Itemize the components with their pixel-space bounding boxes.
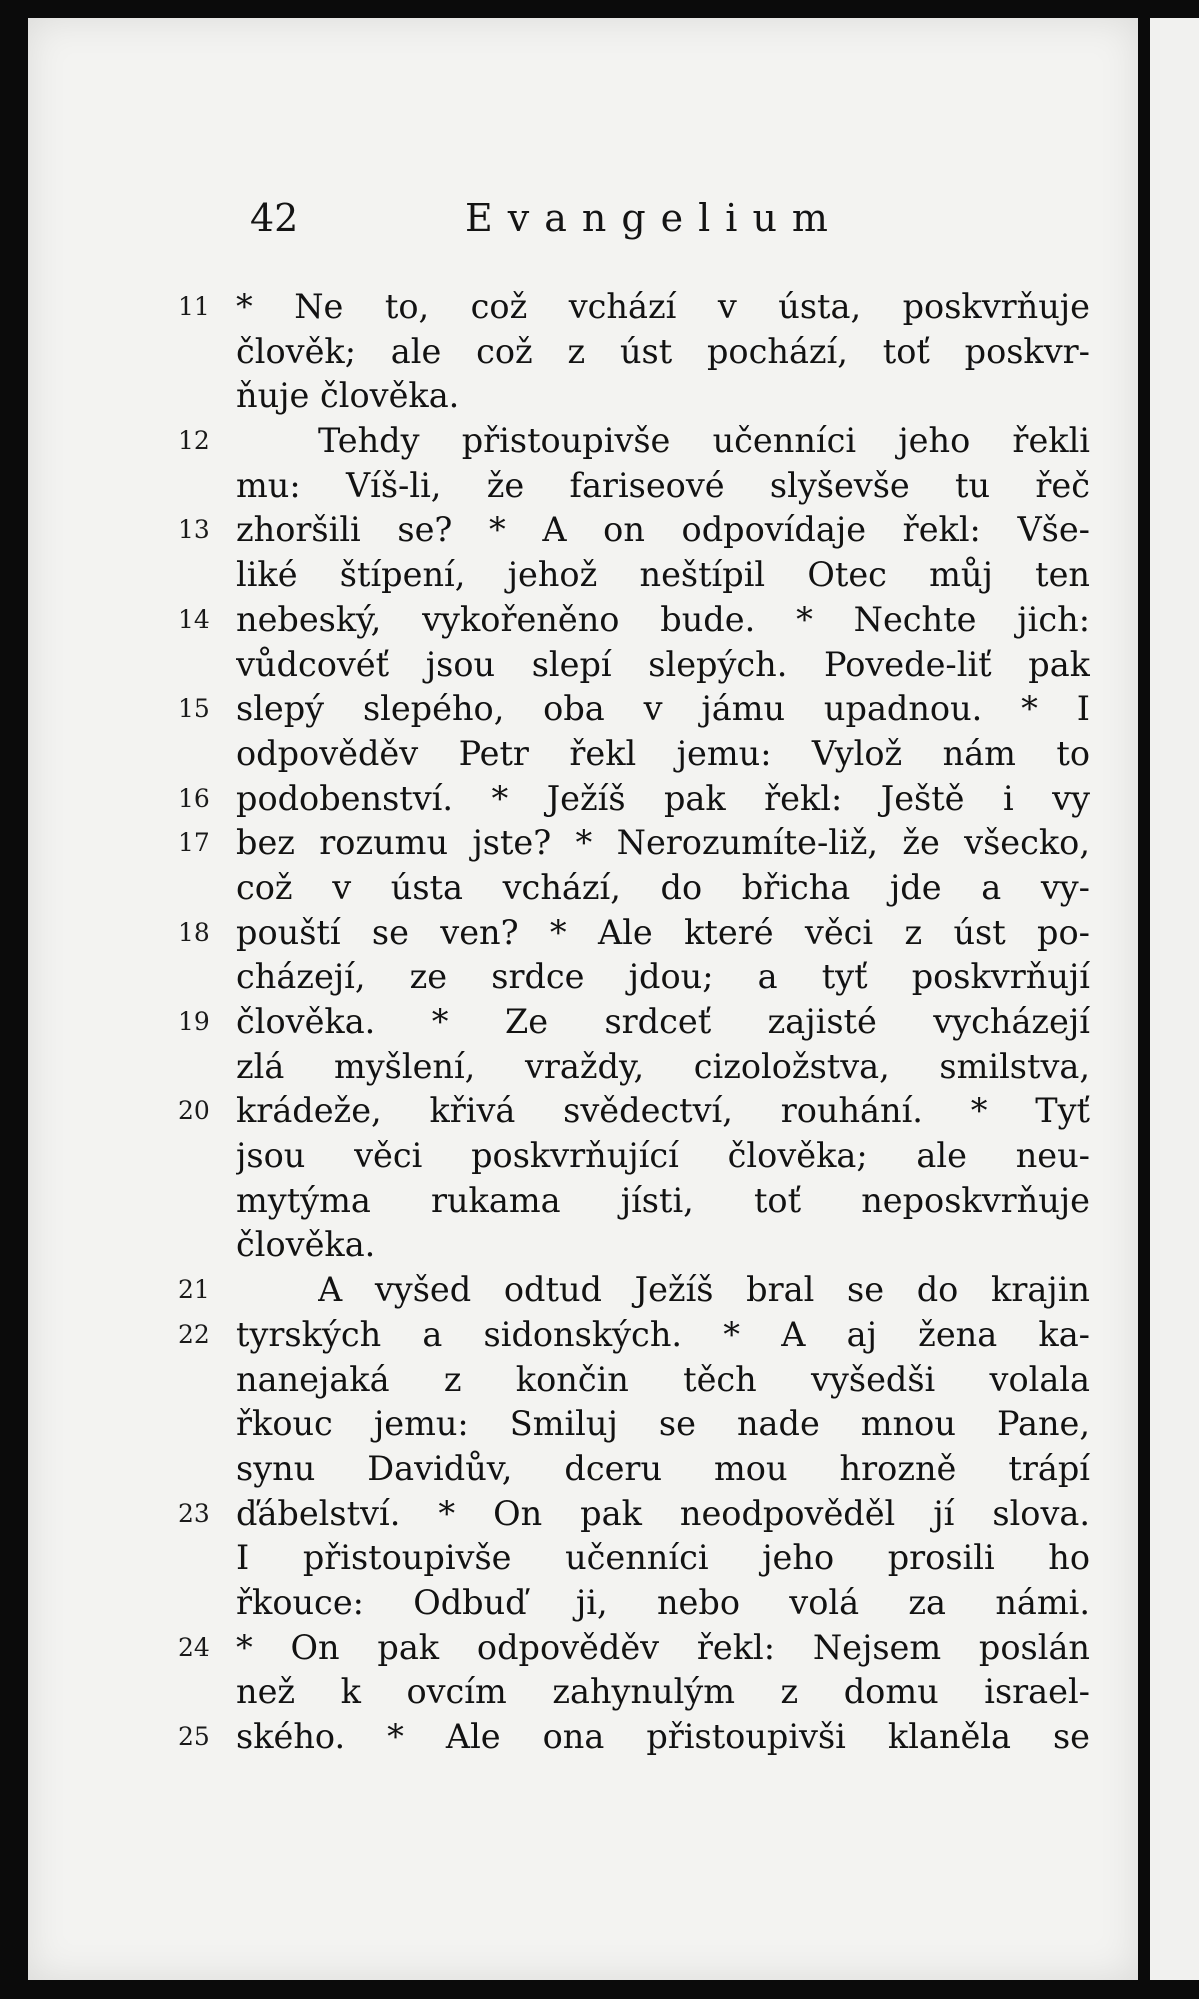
line-text: vůdcovéť jsou slepí slepých. Povede-liť pak: [236, 644, 1090, 684]
text-line: [178, 1626, 1090, 1671]
text-line: [178, 1179, 1090, 1224]
facing-page-edge: [1150, 18, 1199, 1980]
line-text: zlá myšlení, vraždy, cizoložstva, smilstva,: [236, 1046, 1090, 1086]
text-line: [178, 1447, 1090, 1492]
verse-number: 20: [178, 1096, 210, 1126]
text-line: [178, 1045, 1090, 1090]
text-line: [178, 1670, 1090, 1715]
line-text: jsou věci poskvrňující člověka; ale neu-: [236, 1136, 1090, 1176]
text-line: [178, 1358, 1090, 1403]
text-line: [178, 866, 1090, 911]
text-line: [178, 464, 1090, 509]
verse-number: 25: [178, 1722, 210, 1751]
text-line: [178, 1089, 1090, 1134]
verse-number: 19: [178, 1007, 210, 1036]
line-text: * On pak odpověděv řekl: Nejsem poslán: [236, 1627, 1090, 1667]
verse-number: 22: [178, 1319, 210, 1349]
verse-number: 24: [178, 1632, 210, 1662]
line-text: zhoršili se? * A on odpovídaje řekl: Vše-: [236, 510, 1090, 550]
line-text: mytýma rukama jísti, toť neposkvrňuje: [236, 1180, 1090, 1220]
line-text: krádeže, křivá svědectví, rouhání. * Tyť: [236, 1091, 1090, 1131]
line-text: cházejí, ze srdce jdou; a tyť poskvrňují: [236, 957, 1090, 997]
text-line: [178, 821, 1090, 866]
verse-number: 15: [178, 694, 210, 724]
text-line: [178, 419, 1090, 464]
line-text: ského. * Ale ona přistoupivši klaněla se: [236, 1717, 1090, 1756]
line-text: * Ne to, což vchází v ústa, poskvrňuje: [236, 287, 1090, 326]
text-line: [178, 777, 1090, 822]
text-line: [178, 1402, 1090, 1447]
verse-number: 13: [178, 515, 210, 545]
text-line: [178, 1715, 1090, 1760]
text-line: [178, 374, 1090, 419]
line-text: Tehdy přistoupivše učenníci jeho řekli: [318, 421, 1090, 461]
line-text: I přistoupivše učenníci jeho prosili ho: [236, 1538, 1090, 1578]
line-text: nanejaká z končin těch vyšedši volala: [236, 1359, 1090, 1399]
text-line: [178, 285, 1090, 330]
line-text: podobenství. * Ježíš pak řekl: Ještě i vy: [236, 778, 1090, 818]
verse-number: 14: [178, 604, 210, 634]
line-text: liké štípení, jehož neštípil Otec můj ten: [236, 555, 1090, 595]
verse-number: 12: [178, 426, 210, 456]
line-text: mu: Víš-li, že fariseové slyševše tu řeč: [236, 465, 1090, 505]
line-text: člověk; ale což z úst pochází, toť poskvr-: [236, 331, 1090, 371]
line-text: bez rozumu jste? * Nerozumíte-liž, že všecko,: [236, 823, 1090, 863]
line-text: slepý slepého, oba v jámu upadnou. * I: [236, 689, 1090, 729]
line-text: odpověděv Petr řekl jemu: Vylož nám to: [236, 733, 1090, 773]
text-line: [178, 508, 1090, 553]
verse-number: 21: [178, 1275, 210, 1305]
line-text: člověka. * Ze srdceť zajisté vycházejí: [236, 1002, 1090, 1041]
line-text: než k ovcím zahynulým z domu israel-: [236, 1672, 1090, 1712]
text-line: [178, 1223, 1090, 1268]
verse-number: 18: [178, 917, 210, 947]
text-line: [178, 955, 1090, 1000]
text-line: [178, 643, 1090, 688]
page-header: [250, 192, 1090, 244]
text-line: [178, 1492, 1090, 1537]
line-text: řkouce: Odbuď ji, nebo volá za námi.: [236, 1582, 1090, 1622]
line-text: člověka.: [236, 1225, 376, 1265]
line-text: nebeský, vykořeněno bude. * Nechte jich:: [236, 599, 1090, 639]
text-line: [178, 598, 1090, 643]
line-text: ďábelství. * On pak neodpověděl jí slova.: [236, 1493, 1090, 1533]
verse-number: 17: [178, 828, 210, 858]
text-line: [178, 553, 1090, 598]
text-line: [178, 687, 1090, 732]
line-text: synu Davidův, dceru mou hrozně trápí: [236, 1448, 1090, 1488]
text-line: [178, 1581, 1090, 1626]
text-line: [178, 1313, 1090, 1358]
line-text: což v ústa vchází, do břicha jde a vy-: [236, 867, 1090, 907]
line-text: řkouc jemu: Smiluj se nade mnou Pane,: [236, 1404, 1090, 1444]
text-line: [178, 1268, 1090, 1313]
verse-number: 11: [178, 292, 210, 321]
text-line: [178, 911, 1090, 956]
verse-number: 16: [178, 783, 210, 813]
running-head: Evangelium: [465, 196, 843, 240]
text-line: [178, 330, 1090, 375]
text-line: [178, 1536, 1090, 1581]
line-text: ňuje člověka.: [236, 376, 460, 416]
text-line: [178, 1134, 1090, 1179]
page-number: 42: [250, 196, 299, 240]
line-text: tyrských a sidonských. * A aj žena ka-: [236, 1314, 1090, 1354]
verse-number: 23: [178, 1498, 210, 1528]
text-line: [178, 1000, 1090, 1045]
line-text: A vyšed odtud Ježíš bral se do krajin: [318, 1270, 1090, 1310]
body-text: [178, 285, 1090, 1760]
line-text: pouští se ven? * Ale které věci z úst po-: [236, 912, 1090, 952]
text-line: [178, 732, 1090, 777]
